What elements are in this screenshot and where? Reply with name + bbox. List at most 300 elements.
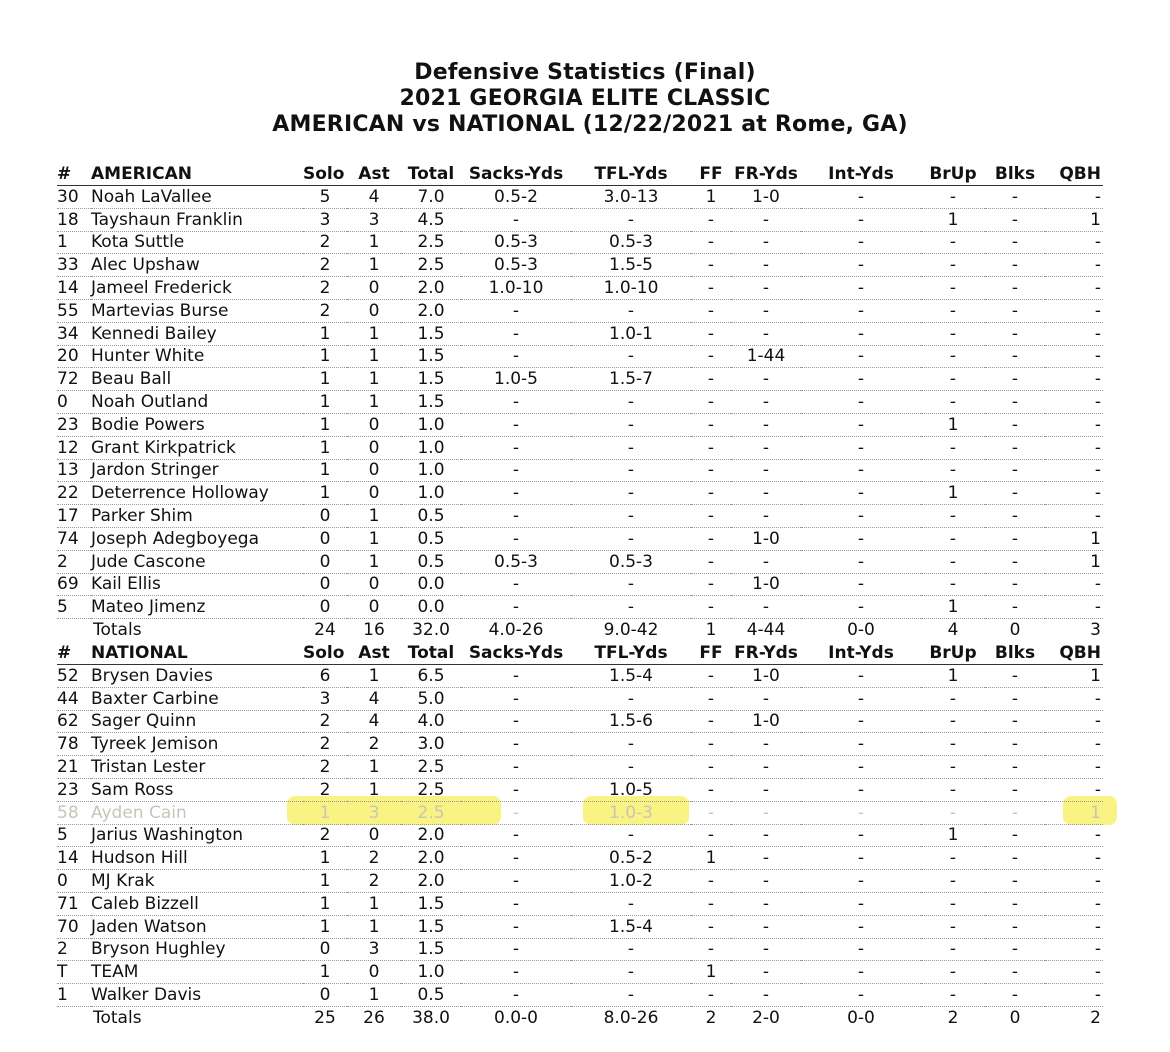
player-ff: - (691, 915, 731, 938)
player-sacks: 0.5-3 (461, 254, 571, 277)
player-solo: 2 (303, 710, 347, 733)
player-int: - (801, 277, 921, 300)
player-tfl: 1.0-2 (571, 870, 691, 893)
player-ff: - (691, 482, 731, 505)
player-tfl: - (571, 436, 691, 459)
player-ff: - (691, 733, 731, 756)
player-brup: 1 (921, 413, 985, 436)
player-solo: 0 (303, 984, 347, 1007)
totals-ff: 1 (705, 620, 717, 641)
player-solo: 1 (303, 413, 347, 436)
player-name: Bodie Powers (91, 413, 303, 436)
player-int: - (801, 459, 921, 482)
player-fr: - (731, 687, 801, 710)
player-qbh: - (1045, 778, 1103, 801)
player-total: 1.0 (401, 482, 461, 505)
player-num: T (57, 961, 91, 984)
player-total: 0.0 (401, 573, 461, 596)
player-qbh: - (1045, 299, 1103, 322)
player-brup: - (921, 436, 985, 459)
player-name: Beau Ball (91, 368, 303, 391)
player-ast: 0 (347, 482, 401, 505)
player-num: 2 (57, 550, 91, 573)
player-solo: 6 (303, 665, 347, 688)
player-num: 1 (57, 984, 91, 1007)
player-sacks: - (461, 322, 571, 345)
player-int: - (801, 299, 921, 322)
player-name: Tayshaun Franklin (91, 208, 303, 231)
player-brup: - (921, 550, 985, 573)
player-fr: - (731, 322, 801, 345)
player-ff: - (691, 870, 731, 893)
player-ast: 1 (347, 550, 401, 573)
player-fr: 1-44 (731, 345, 801, 368)
player-name: Kail Ellis (91, 573, 303, 596)
player-ast: 1 (347, 345, 401, 368)
totals-ast: 16 (363, 620, 385, 641)
player-ast: 0 (347, 596, 401, 619)
player-ff: - (691, 756, 731, 779)
player-ff: - (691, 938, 731, 961)
player-total: 4.5 (401, 208, 461, 231)
player-num: 21 (57, 756, 91, 779)
player-brup: 1 (921, 665, 985, 688)
player-num: 62 (57, 710, 91, 733)
player-blks: - (985, 413, 1045, 436)
player-row (57, 254, 1103, 277)
totals-int: 0-0 (847, 620, 875, 641)
player-blks: - (985, 733, 1045, 756)
player-row (57, 778, 1103, 801)
player-ff: - (691, 436, 731, 459)
player-tfl: - (571, 892, 691, 915)
player-ast: 1 (347, 915, 401, 938)
totals-qbh: 3 (1090, 620, 1101, 641)
player-name: MJ Krak (91, 870, 303, 893)
player-num: 5 (57, 596, 91, 619)
player-row (57, 299, 1103, 322)
totals-row (57, 619, 1103, 641)
player-name: Brysen Davies (91, 665, 303, 688)
player-tfl: - (571, 961, 691, 984)
player-fr: 1-0 (731, 710, 801, 733)
player-num: 44 (57, 687, 91, 710)
player-ast: 2 (347, 733, 401, 756)
player-ff: - (691, 892, 731, 915)
player-num: 33 (57, 254, 91, 277)
player-sacks: - (461, 345, 571, 368)
player-fr: - (731, 208, 801, 231)
col-header-blks: Blks (985, 642, 1045, 665)
player-tfl: 1.0-10 (571, 277, 691, 300)
player-ast: 1 (347, 368, 401, 391)
player-total: 7.0 (401, 186, 461, 209)
player-solo: 3 (303, 208, 347, 231)
player-fr: - (731, 778, 801, 801)
player-num: 23 (57, 778, 91, 801)
player-brup: 1 (921, 596, 985, 619)
player-blks: - (985, 665, 1045, 688)
player-brup: - (921, 847, 985, 870)
player-num: 17 (57, 505, 91, 528)
player-num: 14 (57, 847, 91, 870)
totals-spacer (57, 1006, 91, 1028)
player-brup: - (921, 254, 985, 277)
player-row (57, 824, 1103, 847)
player-fr: - (731, 938, 801, 961)
player-blks: - (985, 186, 1045, 209)
player-ff: - (691, 413, 731, 436)
player-num: 12 (57, 436, 91, 459)
player-ff: - (691, 550, 731, 573)
player-fr: - (731, 801, 801, 824)
player-name: Caleb Bizzell (91, 892, 303, 915)
player-qbh: 1 (1045, 665, 1103, 688)
player-tfl: - (571, 984, 691, 1007)
player-ff: - (691, 687, 731, 710)
matchup-title: AMERICAN vs NATIONAL (12/22/2021 at Rome, GA) (272, 112, 908, 137)
player-brup: - (921, 505, 985, 528)
player-brup: - (921, 186, 985, 209)
player-brup: - (921, 961, 985, 984)
player-tfl: - (571, 413, 691, 436)
player-total: 1.5 (401, 345, 461, 368)
player-sacks: - (461, 824, 571, 847)
player-tfl: - (571, 459, 691, 482)
player-ast: 4 (347, 186, 401, 209)
player-sacks: - (461, 482, 571, 505)
player-num: 1 (57, 231, 91, 254)
player-num: 0 (57, 391, 91, 414)
player-name: Sam Ross (91, 778, 303, 801)
player-int: - (801, 186, 921, 209)
player-blks: - (985, 984, 1045, 1007)
player-brup: - (921, 915, 985, 938)
player-fr: - (731, 550, 801, 573)
player-int: - (801, 801, 921, 824)
player-brup: 1 (921, 824, 985, 847)
player-ff: - (691, 573, 731, 596)
player-solo: 0 (303, 573, 347, 596)
col-header-qbh: QBH (1045, 163, 1103, 186)
player-ff: - (691, 778, 731, 801)
player-name: Jameel Frederick (91, 277, 303, 300)
player-ff: - (691, 801, 731, 824)
player-row (57, 665, 1103, 688)
totals-tfl: 9.0-42 (603, 620, 659, 641)
player-sacks: - (461, 870, 571, 893)
player-tfl: 3.0-13 (571, 186, 691, 209)
player-int: - (801, 391, 921, 414)
player-name: Hunter White (91, 345, 303, 368)
player-qbh: - (1045, 847, 1103, 870)
player-brup: 1 (921, 482, 985, 505)
player-blks: - (985, 915, 1045, 938)
player-total: 1.5 (401, 892, 461, 915)
player-solo: 0 (303, 596, 347, 619)
player-row (57, 847, 1103, 870)
player-qbh: - (1045, 915, 1103, 938)
player-qbh: - (1045, 277, 1103, 300)
totals-total: 38.0 (412, 1007, 450, 1028)
player-solo: 0 (303, 938, 347, 961)
player-ast: 1 (347, 505, 401, 528)
player-name: Alec Upshaw (91, 254, 303, 277)
totals-label: Totals (93, 620, 142, 641)
player-int: - (801, 824, 921, 847)
player-solo: 3 (303, 687, 347, 710)
player-ff: 1 (691, 186, 731, 209)
team-name-header: AMERICAN (91, 163, 303, 186)
table-header-row (57, 163, 1103, 186)
player-blks: - (985, 254, 1045, 277)
player-ast: 2 (347, 847, 401, 870)
player-sacks: 0.5-3 (461, 231, 571, 254)
player-sacks: - (461, 687, 571, 710)
player-name: Kota Suttle (91, 231, 303, 254)
player-sacks: - (461, 710, 571, 733)
player-int: - (801, 482, 921, 505)
player-total: 0.5 (401, 527, 461, 550)
player-sacks: - (461, 778, 571, 801)
totals-fr: 2-0 (752, 1007, 780, 1028)
player-solo: 1 (303, 368, 347, 391)
player-total: 1.5 (401, 915, 461, 938)
player-row (57, 938, 1103, 961)
player-sacks: - (461, 984, 571, 1007)
player-num: 30 (57, 186, 91, 209)
player-name: Deterrence Holloway (91, 482, 303, 505)
player-fr: - (731, 892, 801, 915)
player-total: 5.0 (401, 687, 461, 710)
player-brup: - (921, 687, 985, 710)
player-name: Walker Davis (91, 984, 303, 1007)
player-total: 1.0 (401, 436, 461, 459)
player-ff: - (691, 299, 731, 322)
player-fr: - (731, 299, 801, 322)
player-brup: - (921, 345, 985, 368)
player-qbh: - (1045, 505, 1103, 528)
player-ast: 0 (347, 824, 401, 847)
player-fr: - (731, 436, 801, 459)
player-qbh: 1 (1045, 527, 1103, 550)
player-ff: - (691, 277, 731, 300)
player-num: 74 (57, 527, 91, 550)
player-int: - (801, 596, 921, 619)
player-num: 14 (57, 277, 91, 300)
player-num: 0 (57, 870, 91, 893)
player-blks: - (985, 391, 1045, 414)
player-ast: 1 (347, 527, 401, 550)
totals-brup: 2 (947, 1007, 959, 1028)
player-qbh: - (1045, 870, 1103, 893)
player-fr: - (731, 413, 801, 436)
player-ast: 1 (347, 756, 401, 779)
player-qbh: - (1045, 436, 1103, 459)
player-int: - (801, 710, 921, 733)
player-solo: 1 (303, 915, 347, 938)
player-ff: - (691, 322, 731, 345)
player-blks: - (985, 482, 1045, 505)
player-tfl: - (571, 391, 691, 414)
player-tfl: 1.5-4 (571, 665, 691, 688)
player-solo: 1 (303, 345, 347, 368)
player-brup: - (921, 756, 985, 779)
player-blks: - (985, 596, 1045, 619)
player-blks: - (985, 710, 1045, 733)
player-name: Noah LaVallee (91, 186, 303, 209)
player-row (57, 984, 1103, 1007)
player-row (57, 573, 1103, 596)
event-title: 2021 GEORGIA ELITE CLASSIC (399, 86, 771, 111)
player-num: 18 (57, 208, 91, 231)
player-fr: - (731, 505, 801, 528)
player-name: Bryson Hughley (91, 938, 303, 961)
player-brup: - (921, 938, 985, 961)
player-total: 2.5 (401, 254, 461, 277)
player-solo: 1 (303, 847, 347, 870)
player-fr: - (731, 459, 801, 482)
player-total: 0.5 (401, 984, 461, 1007)
player-int: - (801, 984, 921, 1007)
player-num: 58 (57, 801, 91, 824)
player-ff: - (691, 254, 731, 277)
player-brup: - (921, 299, 985, 322)
player-qbh: - (1045, 482, 1103, 505)
player-blks: - (985, 277, 1045, 300)
player-row (57, 550, 1103, 573)
col-header-total: Total (401, 163, 461, 186)
player-int: - (801, 231, 921, 254)
player-ast: 3 (347, 801, 401, 824)
player-brup: - (921, 710, 985, 733)
player-fr: - (731, 368, 801, 391)
player-int: - (801, 527, 921, 550)
player-solo: 2 (303, 231, 347, 254)
player-ff: - (691, 208, 731, 231)
player-solo: 2 (303, 733, 347, 756)
player-name: Kennedi Bailey (91, 322, 303, 345)
player-qbh: - (1045, 231, 1103, 254)
player-num: 72 (57, 368, 91, 391)
player-row (57, 596, 1103, 619)
player-ff: - (691, 527, 731, 550)
player-qbh: - (1045, 459, 1103, 482)
col-header-tfl: TFL-Yds (571, 163, 691, 186)
player-num: 71 (57, 892, 91, 915)
player-qbh: - (1045, 892, 1103, 915)
player-int: - (801, 665, 921, 688)
player-blks: - (985, 459, 1045, 482)
player-solo: 2 (303, 778, 347, 801)
col-header-ast: Ast (347, 642, 401, 665)
player-total: 4.0 (401, 710, 461, 733)
player-sacks: - (461, 505, 571, 528)
player-tfl: 1.0-5 (571, 778, 691, 801)
player-row (57, 892, 1103, 915)
player-sacks: - (461, 391, 571, 414)
player-brup: - (921, 984, 985, 1007)
player-ast: 0 (347, 277, 401, 300)
player-blks: - (985, 961, 1045, 984)
player-total: 1.0 (401, 961, 461, 984)
player-ast: 1 (347, 984, 401, 1007)
player-blks: - (985, 208, 1045, 231)
player-ast: 0 (347, 573, 401, 596)
player-qbh: 1 (1045, 208, 1103, 231)
player-num: 55 (57, 299, 91, 322)
player-fr: - (731, 277, 801, 300)
player-row (57, 322, 1103, 345)
player-name: Grant Kirkpatrick (91, 436, 303, 459)
player-blks: - (985, 299, 1045, 322)
player-sacks: - (461, 299, 571, 322)
player-ff: 1 (691, 961, 731, 984)
player-tfl: - (571, 733, 691, 756)
player-ast: 3 (347, 938, 401, 961)
player-blks: - (985, 550, 1045, 573)
player-solo: 1 (303, 482, 347, 505)
player-int: - (801, 961, 921, 984)
player-sacks: - (461, 847, 571, 870)
player-ff: - (691, 984, 731, 1007)
player-ff: - (691, 459, 731, 482)
col-header-fr: FR-Yds (731, 642, 801, 665)
player-fr: - (731, 870, 801, 893)
player-total: 1.5 (401, 322, 461, 345)
player-brup: - (921, 870, 985, 893)
player-int: - (801, 368, 921, 391)
player-solo: 2 (303, 299, 347, 322)
player-sacks: - (461, 573, 571, 596)
player-fr: - (731, 915, 801, 938)
player-tfl: 0.5-2 (571, 847, 691, 870)
player-blks: - (985, 847, 1045, 870)
player-row (57, 436, 1103, 459)
player-total: 3.0 (401, 733, 461, 756)
player-solo: 1 (303, 801, 347, 824)
player-name: Mateo Jimenz (91, 596, 303, 619)
table-header-row (57, 642, 1103, 665)
player-brup: - (921, 459, 985, 482)
player-ast: 0 (347, 299, 401, 322)
player-int: - (801, 892, 921, 915)
player-qbh: - (1045, 710, 1103, 733)
col-header-sacks: Sacks-Yds (461, 163, 571, 186)
player-fr: 1-0 (731, 573, 801, 596)
team-name-header: NATIONAL (91, 642, 303, 665)
player-sacks: - (461, 527, 571, 550)
player-brup: - (921, 527, 985, 550)
totals-sacks: 0.0-0 (494, 1007, 538, 1028)
player-int: - (801, 254, 921, 277)
player-ff: - (691, 391, 731, 414)
player-sacks: - (461, 915, 571, 938)
player-fr: - (731, 254, 801, 277)
player-sacks: - (461, 961, 571, 984)
player-total: 2.0 (401, 824, 461, 847)
player-fr: - (731, 984, 801, 1007)
totals-brup: 4 (947, 620, 959, 641)
player-solo: 5 (303, 186, 347, 209)
col-header-blks: Blks (985, 163, 1045, 186)
player-tfl: - (571, 527, 691, 550)
player-brup: - (921, 277, 985, 300)
player-ast: 3 (347, 208, 401, 231)
col-header-ast: Ast (347, 163, 401, 186)
player-row (57, 687, 1103, 710)
player-blks: - (985, 756, 1045, 779)
